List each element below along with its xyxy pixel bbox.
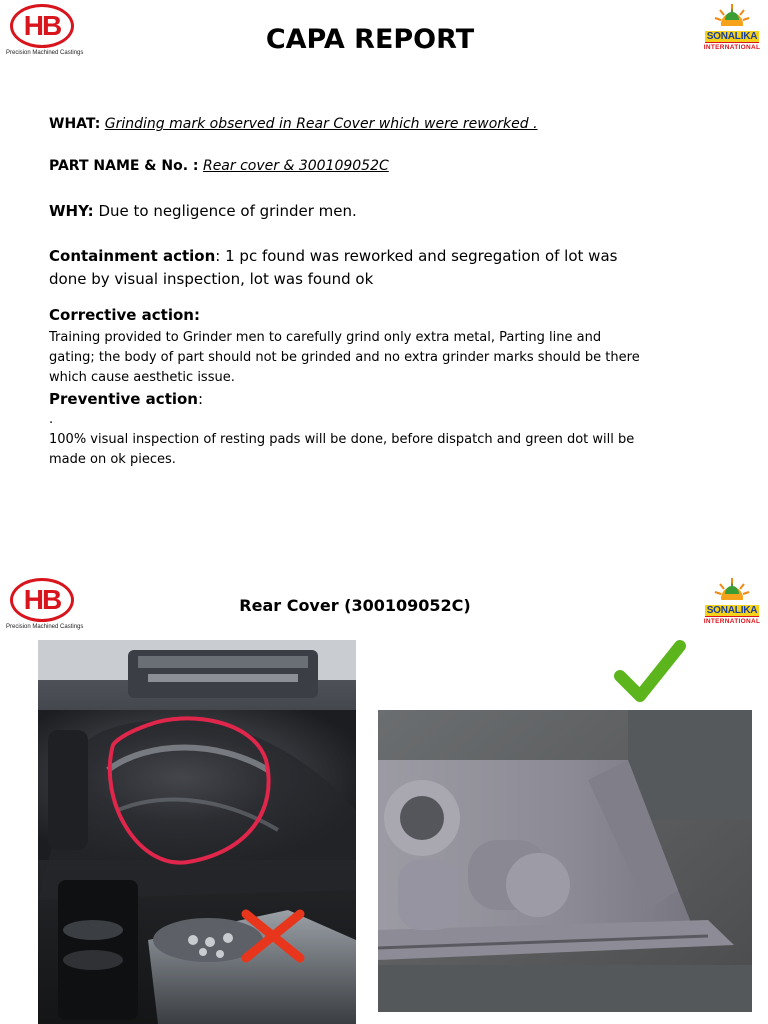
preventive-label [49,390,659,408]
sonalika-logo-word: SONALIKA [706,605,758,616]
sonalika-sun-icon [712,576,752,600]
containment-value: : 1 pc found was reworked and segregation of lot was done by visual inspection, lot was found ok [49,247,618,288]
preventive-value: 100% visual inspection of resting pads will be done, before dispatch and green dot will be made on ok pieces. [49,432,635,467]
photo-slide-title: Rear Cover (300109052C) [239,596,471,615]
defect-photo [38,640,356,1024]
hb-logo-letters: HB [23,584,61,615]
corrective-label-text: Corrective action: [49,306,200,324]
sonalika-logo-subword: INTERNATIONAL [703,618,761,625]
containment-label: Containment action [49,247,216,265]
ok-part-photo-image [378,710,752,1012]
sonalika-logo-word: SONALIKA [706,31,758,42]
why-line [49,200,659,223]
sonalika-logo-subword: INTERNATIONAL [703,44,761,51]
what-label: WHAT: [49,116,101,132]
why-value: Due to negligence of grinder men. [98,202,357,220]
rear-cover-photo-slide [0,572,768,1024]
preventive-colon: : [198,390,204,408]
defect-photo-image [38,640,356,1024]
part-label: PART NAME & No. : [49,158,199,174]
part-line [49,158,659,174]
hb-logo-tagline: Precision Machined Castings [6,624,84,630]
corrective-value: Training provided to Grinder men to carefully grind only extra metal, Parting line and gating; the body of part should not be grinded and no extra grinder marks should be there which cause aesthetic issue. [49,330,640,385]
what-line [49,116,659,132]
containment-paragraph [49,245,639,291]
sonalika-sun-icon [712,2,752,26]
ok-part-photo [378,710,752,1012]
preventive-dot: . [49,412,54,427]
corrective-label [49,306,659,324]
page-title: CAPA REPORT [265,24,475,55]
part-value: Rear cover & 300109052C [202,158,389,174]
accept-check-icon [614,638,686,706]
hb-logo-tagline: Precision Machined Castings [6,50,84,56]
what-value: Grinding mark observed in Rear Cover which were reworked . [104,116,538,132]
preventive-label-text: Preventive action [49,390,198,408]
why-label: WHY: [49,202,94,220]
hb-logo-letters: HB [23,10,61,41]
